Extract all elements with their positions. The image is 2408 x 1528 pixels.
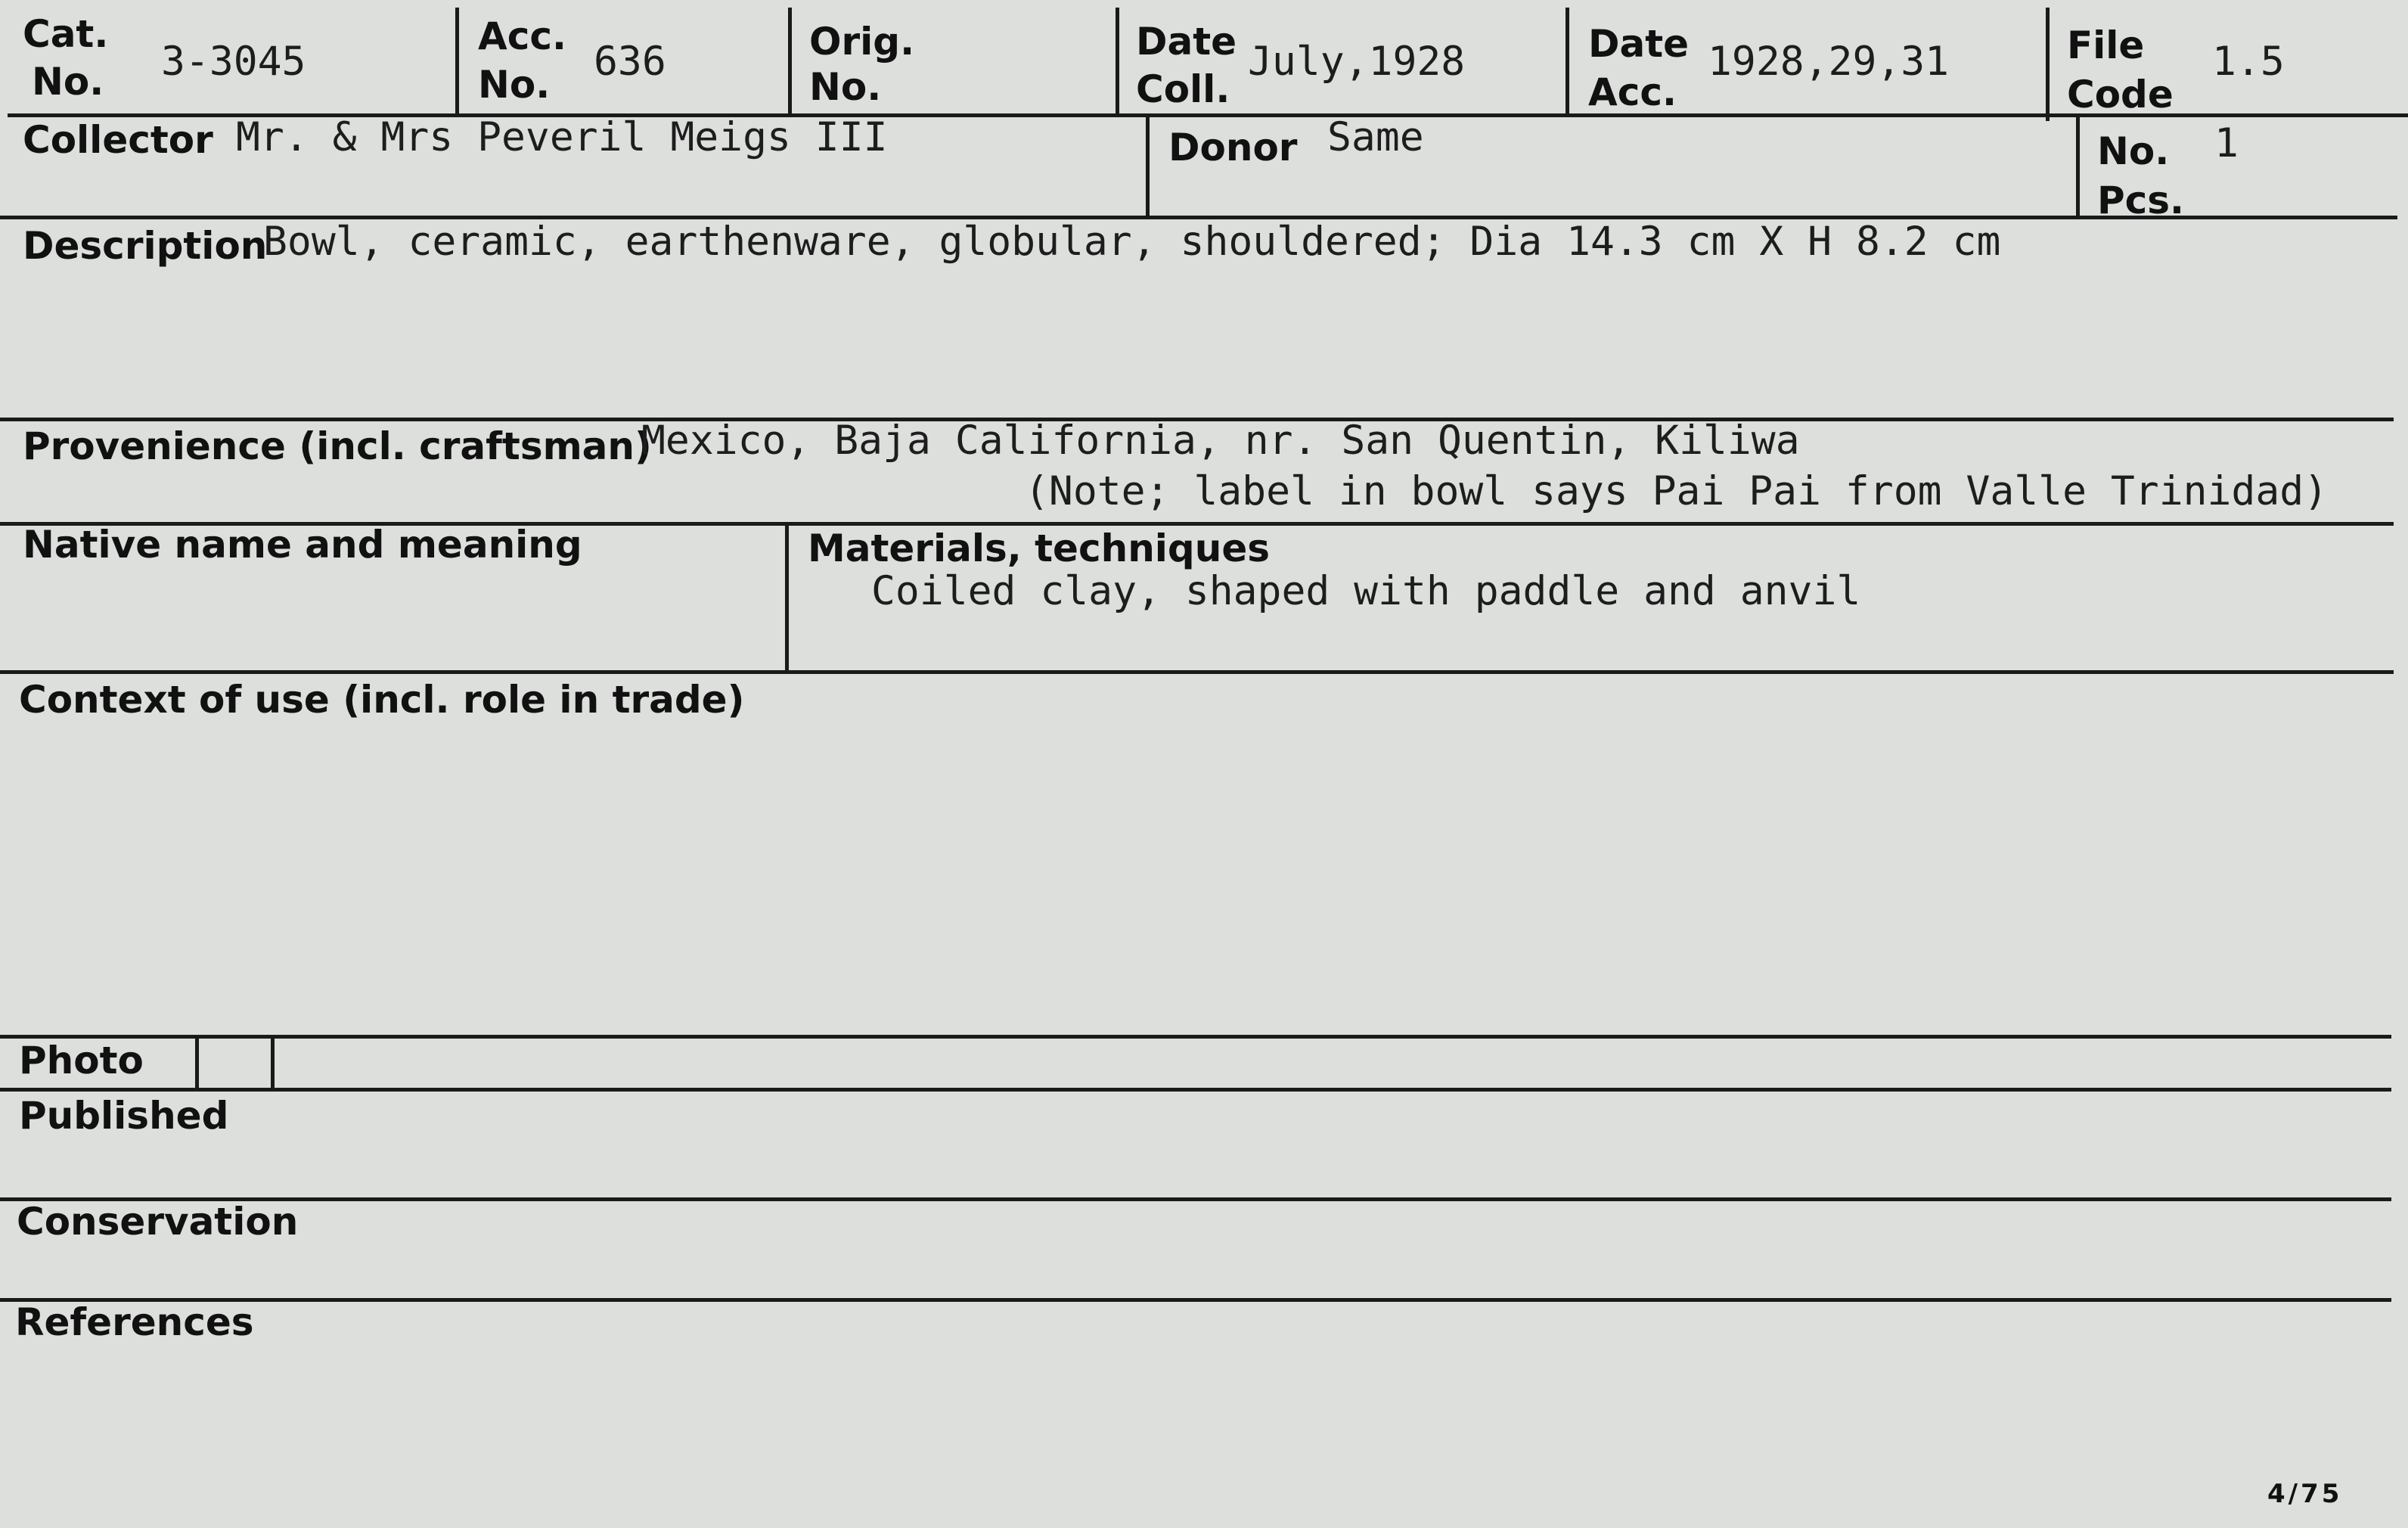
provenience-note: (Note; label in bowl says Pai Pai from Valle Trinidad)	[1025, 468, 2329, 514]
orig-no-label-top: Orig.	[809, 20, 915, 64]
description-value: Bowl, ceramic, earthenware, globular, shouldered; Dia 14.3 cm X H 8.2 cm	[263, 219, 2001, 265]
date-coll-label-bottom: Coll.	[1136, 67, 1230, 111]
file-code-label-top: File	[2067, 23, 2145, 67]
conservation-label: Conservation	[17, 1200, 299, 1244]
orig-no-label-bottom: No.	[809, 65, 882, 109]
provenience-value: Mexico, Baja California, nr. San Quentin, Kiliwa	[641, 418, 1800, 464]
rule-v-datecoll	[1566, 8, 1569, 113]
rule-v-native	[785, 522, 789, 673]
rule-photo-bottom	[0, 1088, 2391, 1092]
acc-no-label-top: Acc.	[478, 14, 566, 58]
published-label: Published	[19, 1094, 229, 1138]
date-acc-label-bottom: Acc.	[1588, 70, 1677, 114]
cat-no-label-bottom: No.	[32, 60, 104, 104]
form-code: 4/75	[2267, 1479, 2343, 1509]
collector-value: Mr. & Mrs Peveril Meigs III	[236, 114, 888, 160]
collector-label: Collector	[23, 118, 213, 162]
date-coll-label-top: Date	[1136, 20, 1237, 64]
rule-v-donor	[2076, 117, 2080, 219]
date-acc-value: 1928,29,31	[1708, 39, 1950, 85]
acc-no-value: 636	[594, 39, 666, 85]
materials-label: Materials, techniques	[808, 526, 1270, 570]
references-label: References	[15, 1300, 254, 1344]
rule-v-acc	[788, 8, 792, 113]
rule-v-orig	[1116, 8, 1119, 113]
rule-v-collector	[1146, 113, 1150, 219]
date-coll-value: July,1928	[1248, 39, 1466, 85]
acc-no-label-bottom: No.	[478, 63, 551, 107]
rule-v-dateacc	[2046, 8, 2050, 121]
no-pcs-label-top: No.	[2097, 129, 2170, 173]
rule-v-cat	[455, 8, 459, 113]
materials-value: Coiled clay, shaped with paddle and anvil	[871, 568, 1861, 614]
rule-v-photo-2	[271, 1035, 275, 1089]
no-pcs-label-bottom: Pcs.	[2097, 179, 2185, 222]
context-label: Context of use (incl. role in trade)	[19, 678, 745, 722]
no-pcs-value: 1	[2214, 120, 2239, 166]
donor-value: Same	[1327, 114, 1424, 160]
rule-materials-bottom	[0, 670, 2394, 674]
file-code-value: 1.5	[2212, 39, 2285, 85]
date-acc-label-top: Date	[1588, 22, 1690, 66]
file-code-label-bottom: Code	[2067, 73, 2174, 116]
cat-no-label-top: Cat.	[23, 12, 109, 56]
provenience-label: Provenience (incl. craftsman)	[23, 424, 652, 468]
rule-conservation-bottom	[0, 1298, 2391, 1302]
rule-v-photo-1	[195, 1035, 199, 1089]
rule-published-bottom	[0, 1197, 2391, 1201]
native-name-label: Native name and meaning	[23, 523, 582, 567]
photo-label: Photo	[19, 1039, 144, 1082]
rule-photo-top	[0, 1035, 2391, 1039]
cat-no-value: 3-3045	[161, 39, 306, 85]
donor-label: Donor	[1168, 126, 1298, 169]
description-label: Description	[23, 224, 268, 268]
